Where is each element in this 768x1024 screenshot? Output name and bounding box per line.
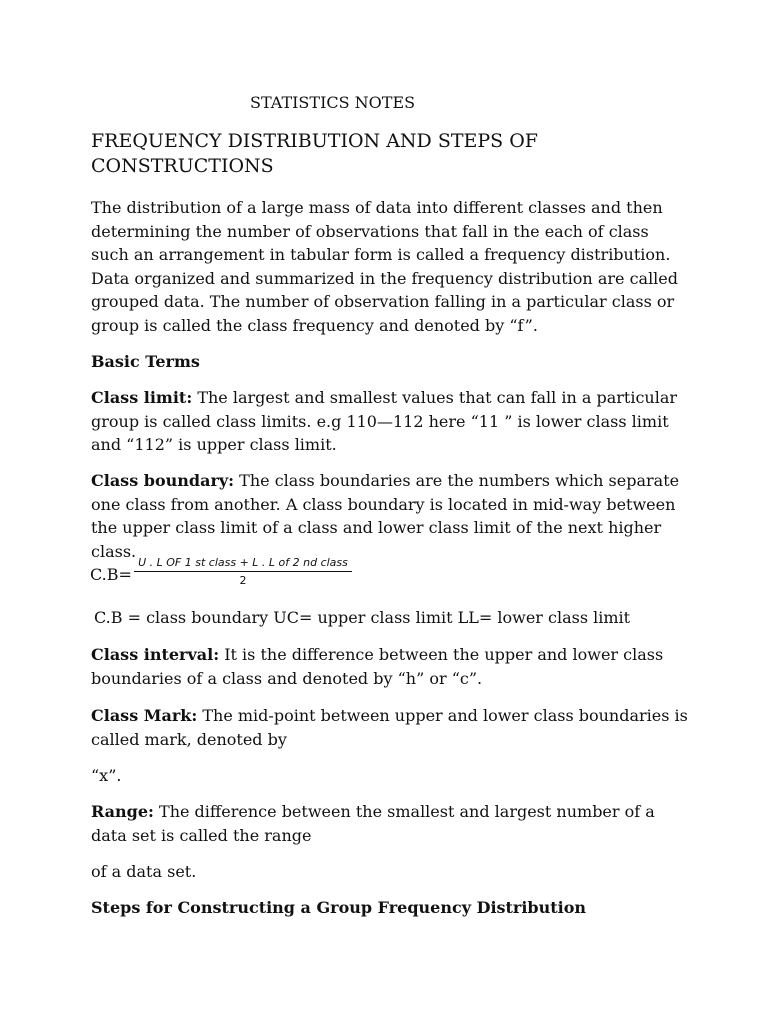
- class-interval-definition: [91, 643, 691, 690]
- range-term: Range:: [91, 802, 154, 821]
- class-interval-term: Class interval:: [91, 645, 220, 664]
- class-limit-text: The largest and smallest values that can fall in a particular group is called class limits. e.g 110—112 here “11 ” is lower class limit and “112” is upper class limit.: [91, 388, 678, 454]
- range-text: The difference between the smallest and largest number of a data set is called the range: [91, 802, 655, 845]
- formula-lhs: C.B=: [90, 565, 132, 584]
- formula-fraction: [134, 556, 352, 587]
- steps-heading: Steps for Constructing a Group Frequency Distribution: [91, 898, 587, 917]
- class-boundary-term: Class boundary:: [91, 471, 235, 490]
- class-boundary-definition: [91, 469, 691, 563]
- class-mark-term: Class Mark:: [91, 706, 198, 725]
- formula-denominator: 2: [239, 574, 247, 587]
- formula-numerator: U . L OF 1 st class + L . L of 2 nd class: [134, 556, 352, 572]
- range-definition: [91, 800, 691, 847]
- basic-terms-heading: Basic Terms: [91, 352, 200, 371]
- notes-title: STATISTICS NOTES: [250, 93, 416, 112]
- class-interval-text: It is the difference between the upper and lower class boundaries of a class and denoted by “h” or “c”.: [91, 645, 664, 688]
- main-heading: FREQUENCY DISTRIBUTION AND STEPS OF CONSTRUCTIONS: [91, 130, 538, 177]
- class-mark-definition: [91, 704, 691, 751]
- class-mark-continuation: “x”.: [91, 766, 122, 785]
- class-limit-definition: [91, 386, 691, 457]
- class-limit-term: Class limit:: [91, 388, 193, 407]
- class-mark-text: The mid-point between upper and lower class boundaries is called mark, denoted by: [91, 706, 688, 749]
- intro-paragraph: The distribution of a large mass of data into different classes and then determining the number of observations that fall in the each of class such an arrangement in tabular form is called a frequency distribution. Data organized and summarized in the frequency distribution are called grouped data. The number of observation falling in a particular class or group is called the class frequency and denoted by “f”.: [91, 198, 679, 335]
- abbreviations-line: C.B = class boundary UC= upper class limit LL= lower class limit: [94, 608, 631, 627]
- class-boundary-text: The class boundaries are the numbers which separate one class from another. A class boundary is located in mid-way between the upper class limit of a class and lower class limit of the next higher class.: [91, 471, 680, 561]
- range-continuation: of a data set.: [91, 862, 197, 881]
